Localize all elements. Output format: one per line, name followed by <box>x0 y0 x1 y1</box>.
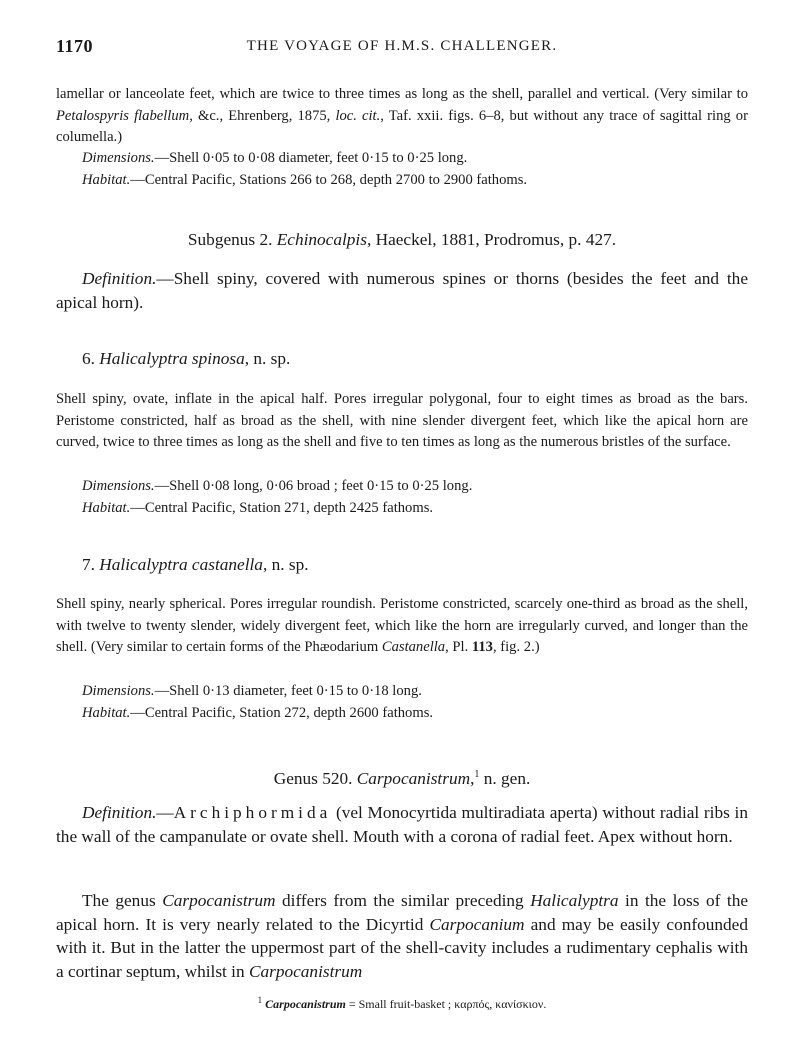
footnote: $^1$ Carpocanistrum = Small fruit-basket ; καρπός, κανίσκιον. <box>257 995 547 1011</box>
running-title: THE VOYAGE OF H.M.S. CHALLENGER. <box>246 38 558 54</box>
plate-number: 113 <box>471 639 493 655</box>
species-7-description: Shell spiny, nearly spherical. Pores irregular roundish. Peristome constricted, scarcely one-third as broad as the shell, with twelve to twenty slender, widely divergent feet, which like the horn are irregularly curved, and longer than the shell. (Very similar to certain forms of the Phæodarium Castanella, Pl. 113, fig. 2.) <box>56 596 748 655</box>
species-6-dimensions: Dimensions.—Shell 0·08 long, 0·06 broad ; feet 0·15 to 0·25 long. <box>82 478 473 494</box>
intro-habitat: Habitat.—Central Pacific, Stations 266 to 268, depth 2700 to 2900 fathoms. <box>82 172 528 188</box>
subgenus-definition: Definition.—Shell spiny, covered with numerous spines or thorns (besides the feet and the apical horn). <box>56 269 748 312</box>
species-7-habitat: Habitat.—Central Pacific, Station 272, depth 2600 fathoms. <box>82 705 434 721</box>
footnote-marker: 1 <box>474 769 480 780</box>
intro-paragraph: lamellar or lanceolate feet, which are twice to three times as long as the shell, parallel and vertical. (Very similar to Petalospyris flabellum, &c., Ehrenberg, 1875, loc. cit., Taf. xxii. figs. 6–8, but without any trace of sagittal ring or columella.) <box>56 86 748 145</box>
species-7-heading: 7. Halicalyptra castanella, n. sp. <box>82 555 309 574</box>
species-6-description: Shell spiny, ovate, inflate in the apical half. Pores irregular polygonal, four to eight times as broad as the bars. Peristome constricted, half as broad as the shell, with nine slender divergent feet, which like the apical horn are curved, twice to three times as long as the shell and five to ten times as long as the numerous bristles of the surface. <box>56 391 748 450</box>
subgenus-heading: Subgenus 2. Echinocalpis, Haeckel, 1881, Prodromus, p. 427. <box>187 230 617 249</box>
page-number: 1170 <box>56 36 94 56</box>
species-reference: Petalospyris flabellum <box>56 107 190 124</box>
genus-discussion: The genus Carpocanistrum differs from the similar preceding Halicalyptra in the loss of the apical horn. It is very nearly related to the Dicyrtid Carpocanium and may be easily confounded with it. But in the latter the uppermost part of the shell-cavity includes a rudimentary cephalis with a cortinar septum, whilst in Carpocanistrum <box>56 891 749 981</box>
genus-heading: Genus 520. Carpocanistrum,$^1$ n. gen. <box>273 768 531 788</box>
intro-dimensions: Dimensions.—Shell 0·05 to 0·08 diameter, feet 0·15 to 0·25 long. <box>82 150 468 166</box>
species-6-heading: 6. Halicalyptra spinosa, n. sp. <box>82 349 291 368</box>
species-6-habitat: Habitat.—Central Pacific, Station 271, depth 2425 fathoms. <box>82 500 434 516</box>
page-header <box>56 36 748 60</box>
species-7-dimensions: Dimensions.—Shell 0·13 diameter, feet 0·15 to 0·18 long. <box>82 683 422 699</box>
genus-definition: Definition.—Archiphormida (vel Monocyrtida multiradiata aperta) without radial ribs in the wall of the campanulate or ovate shell. Mouth with a corona of radial feet. Apex without horn. <box>56 803 748 846</box>
